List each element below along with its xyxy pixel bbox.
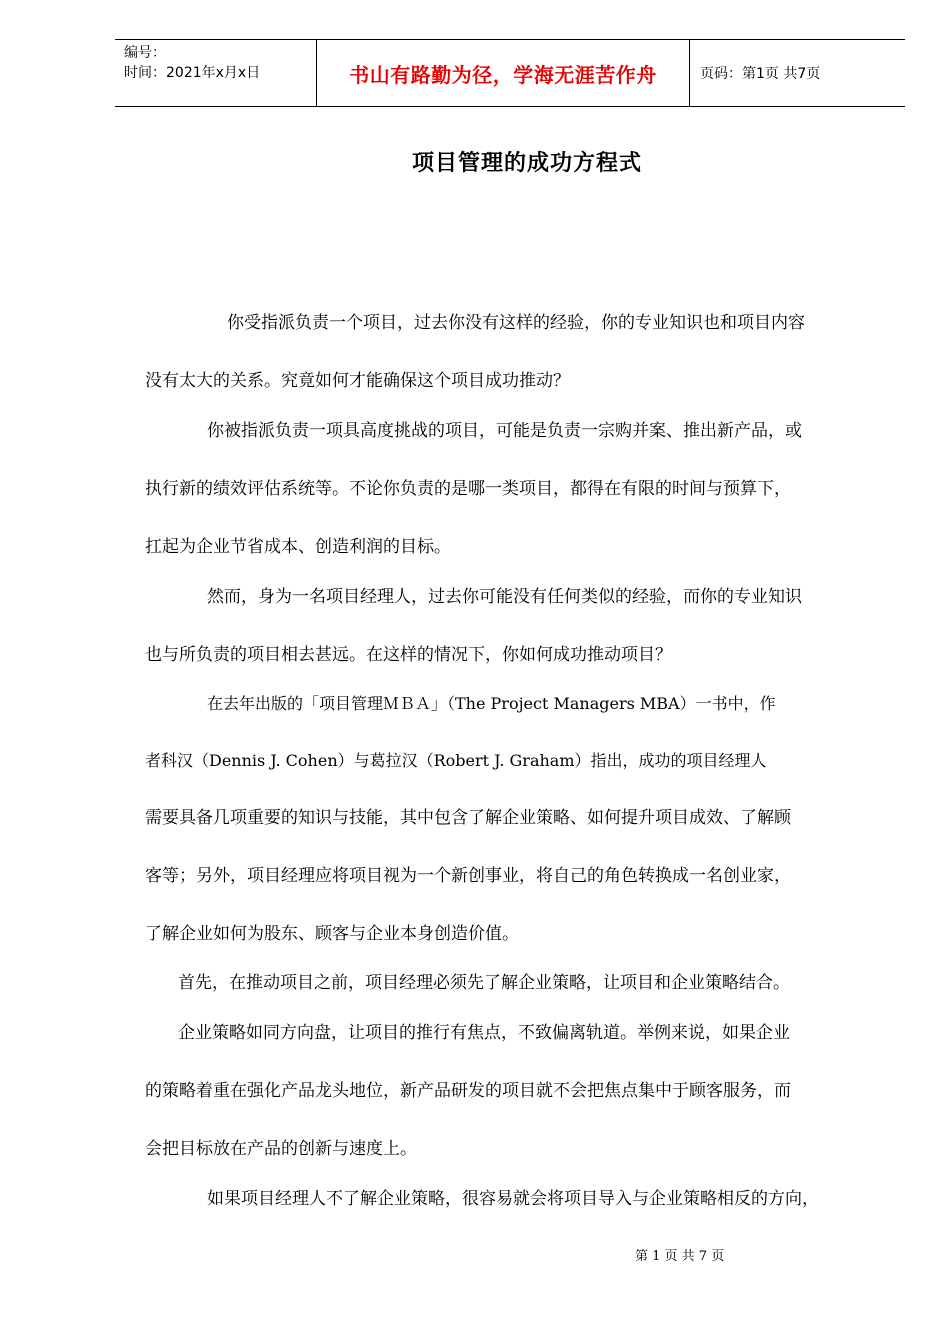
body-line: 首先，在推动项目之前，项目经理必须先了解企业策略，让项目和企业策略结合。: [178, 973, 790, 993]
body-line: 在去年出版的「项目管理ＭＢＡ」（The Project Managers MBA）一书中，作: [207, 694, 776, 713]
body-line: 执行新的绩效评估系统等。不论你负责的是哪一类项目，都得在有限的时间与预算下，: [145, 479, 791, 499]
body-line: 也与所负责的项目相去甚远。在这样的情况下，你如何成功推动项目？: [145, 645, 672, 665]
body-line: 然而，身为一名项目经理人，过去你可能没有任何类似的经验，而你的专业知识: [207, 587, 802, 607]
document-header: [115, 39, 905, 107]
header-motto: 书山有路勤为径，学海无涯苦作舟: [316, 40, 690, 106]
body-line: 没有太大的关系。究竟如何才能确保这个项目成功推动？: [145, 371, 570, 391]
time-label: 时间：2021年x月x日: [124, 65, 261, 81]
header-meta: [115, 40, 316, 106]
number-label: 编号：: [124, 45, 166, 61]
body-line: 者科汉（Dennis J. Cohen）与葛拉汉（Robert J. Graham）指出，成功的项目经理人: [145, 751, 767, 770]
header-page-info: 页码：第1页 共7页: [700, 66, 821, 82]
body-line: 会把目标放在产品的创新与速度上。: [145, 1139, 417, 1159]
body-line: 了解企业如何为股东、顾客与企业本身创造价值。: [145, 924, 519, 944]
body-line: 的策略着重在强化产品龙头地位，新产品研发的项目就不会把焦点集中于顾客服务，而: [145, 1081, 791, 1101]
body-line: 需要具备几项重要的知识与技能，其中包含了解企业策略、如何提升项目成效、了解顾: [145, 808, 791, 828]
body-line: 如果项目经理人不了解企业策略，很容易就会将项目导入与企业策略相反的方向，: [207, 1189, 819, 1209]
document-title: 项目管理的成功方程式: [411, 151, 642, 176]
body-line: 客等；另外，项目经理应将项目视为一个新创事业，将自己的角色转换成一名创业家，: [145, 866, 791, 886]
body-line: 扛起为企业节省成本、创造利润的目标。: [145, 537, 451, 557]
body-line: 你受指派负责一个项目，过去你没有这样的经验，你的专业知识也和项目内容: [227, 313, 805, 333]
body-line: 企业策略如同方向盘，让项目的推行有焦点，不致偏离轨道。举例来说，如果企业: [178, 1023, 790, 1043]
body-line: 你被指派负责一项具高度挑战的项目，可能是负责一宗购并案、推出新产品，或: [207, 421, 802, 441]
page-footer: 第 1 页 共 7 页: [635, 1249, 725, 1264]
